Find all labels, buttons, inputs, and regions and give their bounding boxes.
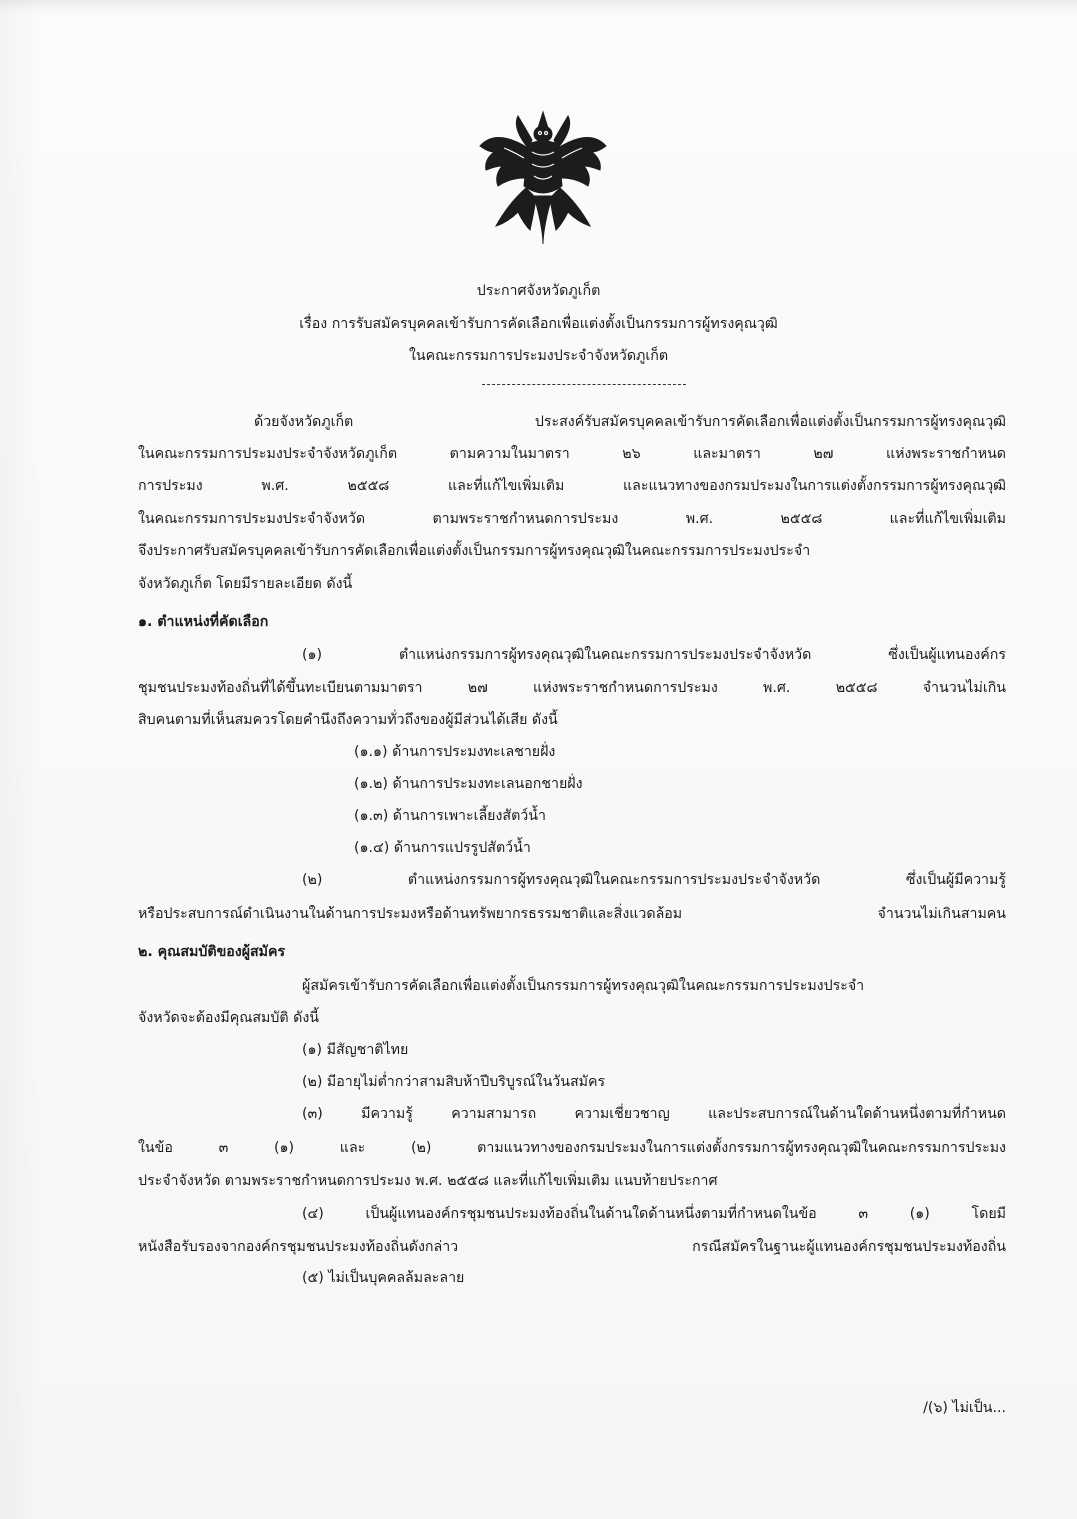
qualification-1: (๑) มีสัญชาติไทย <box>302 1042 409 1058</box>
intro-line-2: ในคณะกรรมการประมงประจำจังหวัดภูเก็ต ตามความในมาตรา ๒๖ และมาตรา ๒๗ แห่งพระราชกำหนด <box>138 446 1006 462</box>
section1-item1-line-3: สิบคนตามที่เห็นสมควรโดยคำนึงถึงความทั่วถึงของผู้มีส่วนได้เสีย ดังนี้ <box>138 712 558 728</box>
section1-item2-line-2: หรือประสบการณ์ดำเนินงานในด้านการประมงหรือด้านทรัพยากรธรรมชาติและสิ่งแวดล้อม จำนวนไม่เกินสามคน <box>138 906 1006 922</box>
document-title: ประกาศจังหวัดภูเก็ต <box>476 283 601 299</box>
section1-subitem-4: (๑.๔) ด้านการแปรรูปสัตว์น้ำ <box>354 840 531 856</box>
section1-subitem-2: (๑.๒) ด้านการประมงทะเลนอกชายฝั่ง <box>354 776 583 792</box>
section1-item2-line-1: (๒) ตำแหน่งกรรมการผู้ทรงคุณวุฒิในคณะกรรมการประมงประจำจังหวัด ซึ่งเป็นผู้มีความรู้ <box>302 872 1006 888</box>
section1-item1-line-2: ชุมชนประมงท้องถิ่นที่ได้ขึ้นทะเบียนตามมาตรา ๒๗ แห่งพระราชกำหนดการประมง พ.ศ. ๒๕๕๘ จำนวนไม่เกิน <box>138 680 1006 696</box>
qualification-3-line-2: ในข้อ ๓ (๑) และ (๒) ตามแนวทางของกรมประมงในการแต่งตั้งกรรมการผู้ทรงคุณวุฒิในคณะกรรมการประมง <box>138 1140 1006 1156</box>
intro-line-3: การประมง พ.ศ. ๒๕๕๘ และที่แก้ไขเพิ่มเติม และแนวทางของกรมประมงในการแต่งตั้งกรรมการผู้ทรงคุณวุฒิ <box>138 478 1006 494</box>
intro-line-6: จังหวัดภูเก็ต โดยมีรายละเอียด ดังนี้ <box>138 576 353 592</box>
section1-subitem-3: (๑.๓) ด้านการเพาะเลี้ยงสัตว์น้ำ <box>354 808 546 824</box>
section2-heading: ๒. คุณสมบัติของผู้สมัคร <box>138 944 286 960</box>
qualification-5: (๕) ไม่เป็นบุคคลล้มละลาย <box>302 1270 465 1286</box>
section1-heading: ๑. ตำแหน่งที่คัดเลือก <box>138 614 269 630</box>
garuda-emblem-icon <box>474 108 612 248</box>
qualification-3-line-3: ประจำจังหวัด ตามพระราชกำหนดการประมง พ.ศ. ๒๕๕๘ และที่แก้ไขเพิ่มเติม แนบท้ายประกาศ <box>138 1173 718 1189</box>
header-divider <box>482 384 686 385</box>
document-subject: เรื่อง การรับสมัครบุคคลเข้ารับการคัดเลือกเพื่อแต่งตั้งเป็นกรรมการผู้ทรงคุณวุฒิ <box>299 316 778 332</box>
qualification-4-line-1: (๔) เป็นผู้แทนองค์กรชุมชนประมงท้องถิ่นในด้านใดด้านหนึ่งตามที่กำหนดในข้อ ๓ (๑) โดยมี <box>302 1206 1006 1222</box>
section1-item1-line-1: (๑) ตำแหน่งกรรมการผู้ทรงคุณวุฒิในคณะกรรมการประมงประจำจังหวัด ซึ่งเป็นผู้แทนองค์กร <box>302 647 1006 663</box>
continuation-note: /(๖) ไม่เป็น... <box>923 1400 1006 1416</box>
section2-intro-line-2: จังหวัดจะต้องมีคุณสมบัติ ดังนี้ <box>138 1010 319 1026</box>
qualification-3-line-1: (๓) มีความรู้ ความสามารถ ความเชี่ยวชาญ และประสบการณ์ในด้านใดด้านหนึ่งตามที่กำหนด <box>302 1106 1006 1122</box>
document-subject-cont: ในคณะกรรมการประมงประจำจังหวัดภูเก็ต <box>408 348 669 364</box>
section2-intro-line-1: ผู้สมัครเข้ารับการคัดเลือกเพื่อแต่งตั้งเป็นกรรมการผู้ทรงคุณวุฒิในคณะกรรมการประมงประจำ <box>302 978 865 994</box>
qualification-2: (๒) มีอายุไม่ต่ำกว่าสามสิบห้าปีบริบูรณ์ในวันสมัคร <box>302 1074 606 1090</box>
section1-subitem-1: (๑.๑) ด้านการประมงทะเลชายฝั่ง <box>354 744 556 760</box>
intro-line-5: จึงประกาศรับสมัครบุคคลเข้ารับการคัดเลือกเพื่อแต่งตั้งเป็นกรรมการผู้ทรงคุณวุฒิในคณะกรรมการประมงประจำ <box>138 543 811 559</box>
qualification-4-line-2: หนังสือรับรองจากองค์กรชุมชนประมงท้องถิ่นดังกล่าว กรณีสมัครในฐานะผู้แทนองค์กรชุมชนประมงท้องถิ่น <box>138 1239 1006 1255</box>
intro-line-4: ในคณะกรรมการประมงประจำจังหวัด ตามพระราชกำหนดการประมง พ.ศ. ๒๕๕๘ และที่แก้ไขเพิ่มเติม <box>138 511 1006 527</box>
intro-line-1: ด้วยจังหวัดภูเก็ต ประสงค์รับสมัครบุคคลเข้ารับการคัดเลือกเพื่อแต่งตั้งเป็นกรรมการผู้ทรงคุณวุฒิ <box>254 414 1006 430</box>
scan-edge-shadow <box>0 0 1077 14</box>
